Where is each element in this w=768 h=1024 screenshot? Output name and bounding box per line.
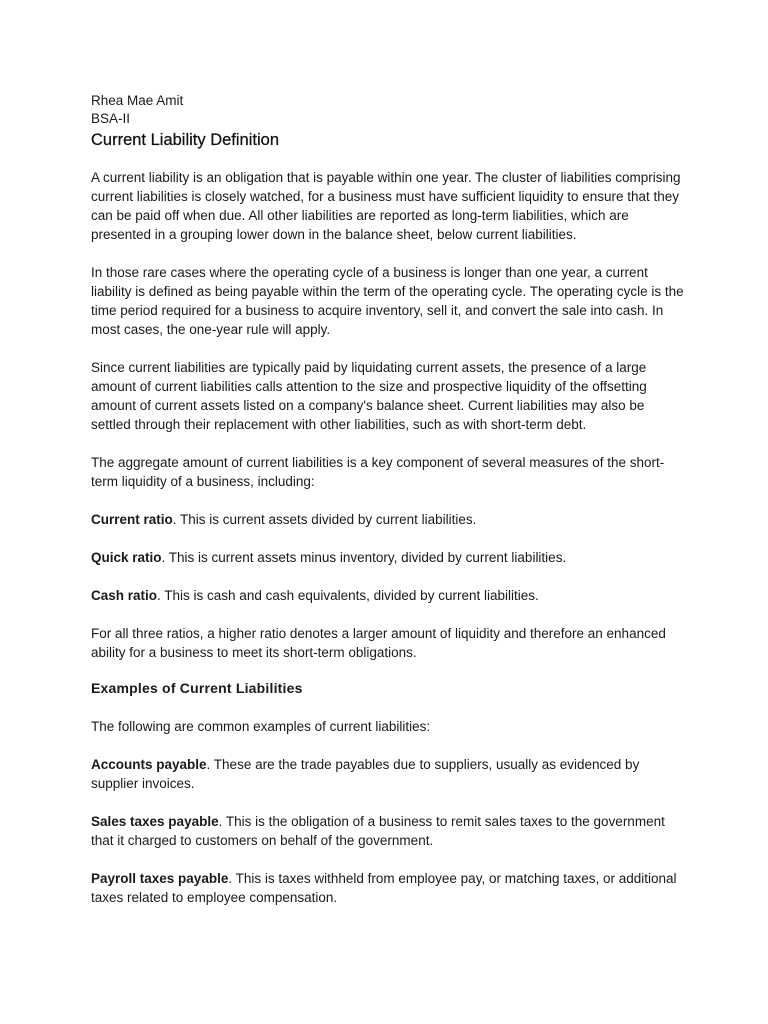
section-heading-examples: Examples of Current Liabilities xyxy=(91,680,303,696)
ratio-item-cash xyxy=(91,586,687,605)
paragraph-examples-intro: The following are common examples of current liabilities: xyxy=(91,719,431,734)
ratio-item-current xyxy=(91,510,687,529)
course-code: BSA-II xyxy=(91,111,131,126)
example-item-accounts-payable xyxy=(91,755,687,793)
ratio-description: . This is current assets divided by current liabilities. xyxy=(172,512,477,527)
ratio-term: Current ratio xyxy=(91,512,173,527)
paragraph-measures: The aggregate amount of current liabilities is a key component of several measures of the short-term liquidity of a business, including: xyxy=(91,455,665,489)
paragraph-definition: A current liability is an obligation that is payable within one year. The cluster of liabilities comprising current liabilities is closely watched, for a business must have sufficient liquidity to ensure that they can be paid off when due. All other liabilities are reported as long-term liabilities, which are presented in a grouping lower down in the balance sheet, below current liabilities. xyxy=(91,170,681,242)
ratio-item-quick xyxy=(91,548,687,567)
example-description: . These are the trade payables due to suppliers, usually as evidenced by supplier invoices. xyxy=(91,757,640,791)
example-term: Sales taxes payable xyxy=(91,814,219,829)
author-name: Rhea Mae Amit xyxy=(91,93,184,108)
example-item-sales-taxes xyxy=(91,812,687,850)
example-item-payroll-taxes xyxy=(91,869,687,907)
paragraph-operating-cycle: In those rare cases where the operating cycle of a business is longer than one year, a current liability is defined as being payable within the term of the operating cycle. The operating cycle is the time period required for a business to acquire inventory, sell it, and convert the sale into cash. In most cases, the one-year rule will apply. xyxy=(91,265,684,337)
ratio-term: Quick ratio xyxy=(91,550,162,565)
paragraph-liquidation: Since current liabilities are typically paid by liquidating current assets, the presence of a large amount of current liabilities calls attention to the size and prospective liquidity of the offsetting amount of current assets listed on a company's balance sheet. Current liabilities may also be settled through their replacement with other liabilities, such as with short-term debt. xyxy=(91,360,647,432)
example-term: Payroll taxes payable xyxy=(91,871,229,886)
example-description: . This is the obligation of a business to remit sales taxes to the government that it charged to customers on behalf of the government. xyxy=(91,814,665,848)
example-description: . This is taxes withheld from employee pay, or matching taxes, or additional taxes related to employee compensation. xyxy=(91,871,677,905)
document-page xyxy=(91,92,687,907)
ratio-description: . This is cash and cash equivalents, divided by current liabilities. xyxy=(157,588,539,603)
ratio-term: Cash ratio xyxy=(91,588,158,603)
paragraph-ratios-conclusion: For all three ratios, a higher ratio denotes a larger amount of liquidity and therefore an enhanced ability for a business to meet its short-term obligations. xyxy=(91,626,666,660)
ratio-description: . This is current assets minus inventory, divided by current liabilities. xyxy=(161,550,567,565)
example-term: Accounts payable xyxy=(91,757,207,772)
document-title: Current Liability Definition xyxy=(91,131,280,149)
